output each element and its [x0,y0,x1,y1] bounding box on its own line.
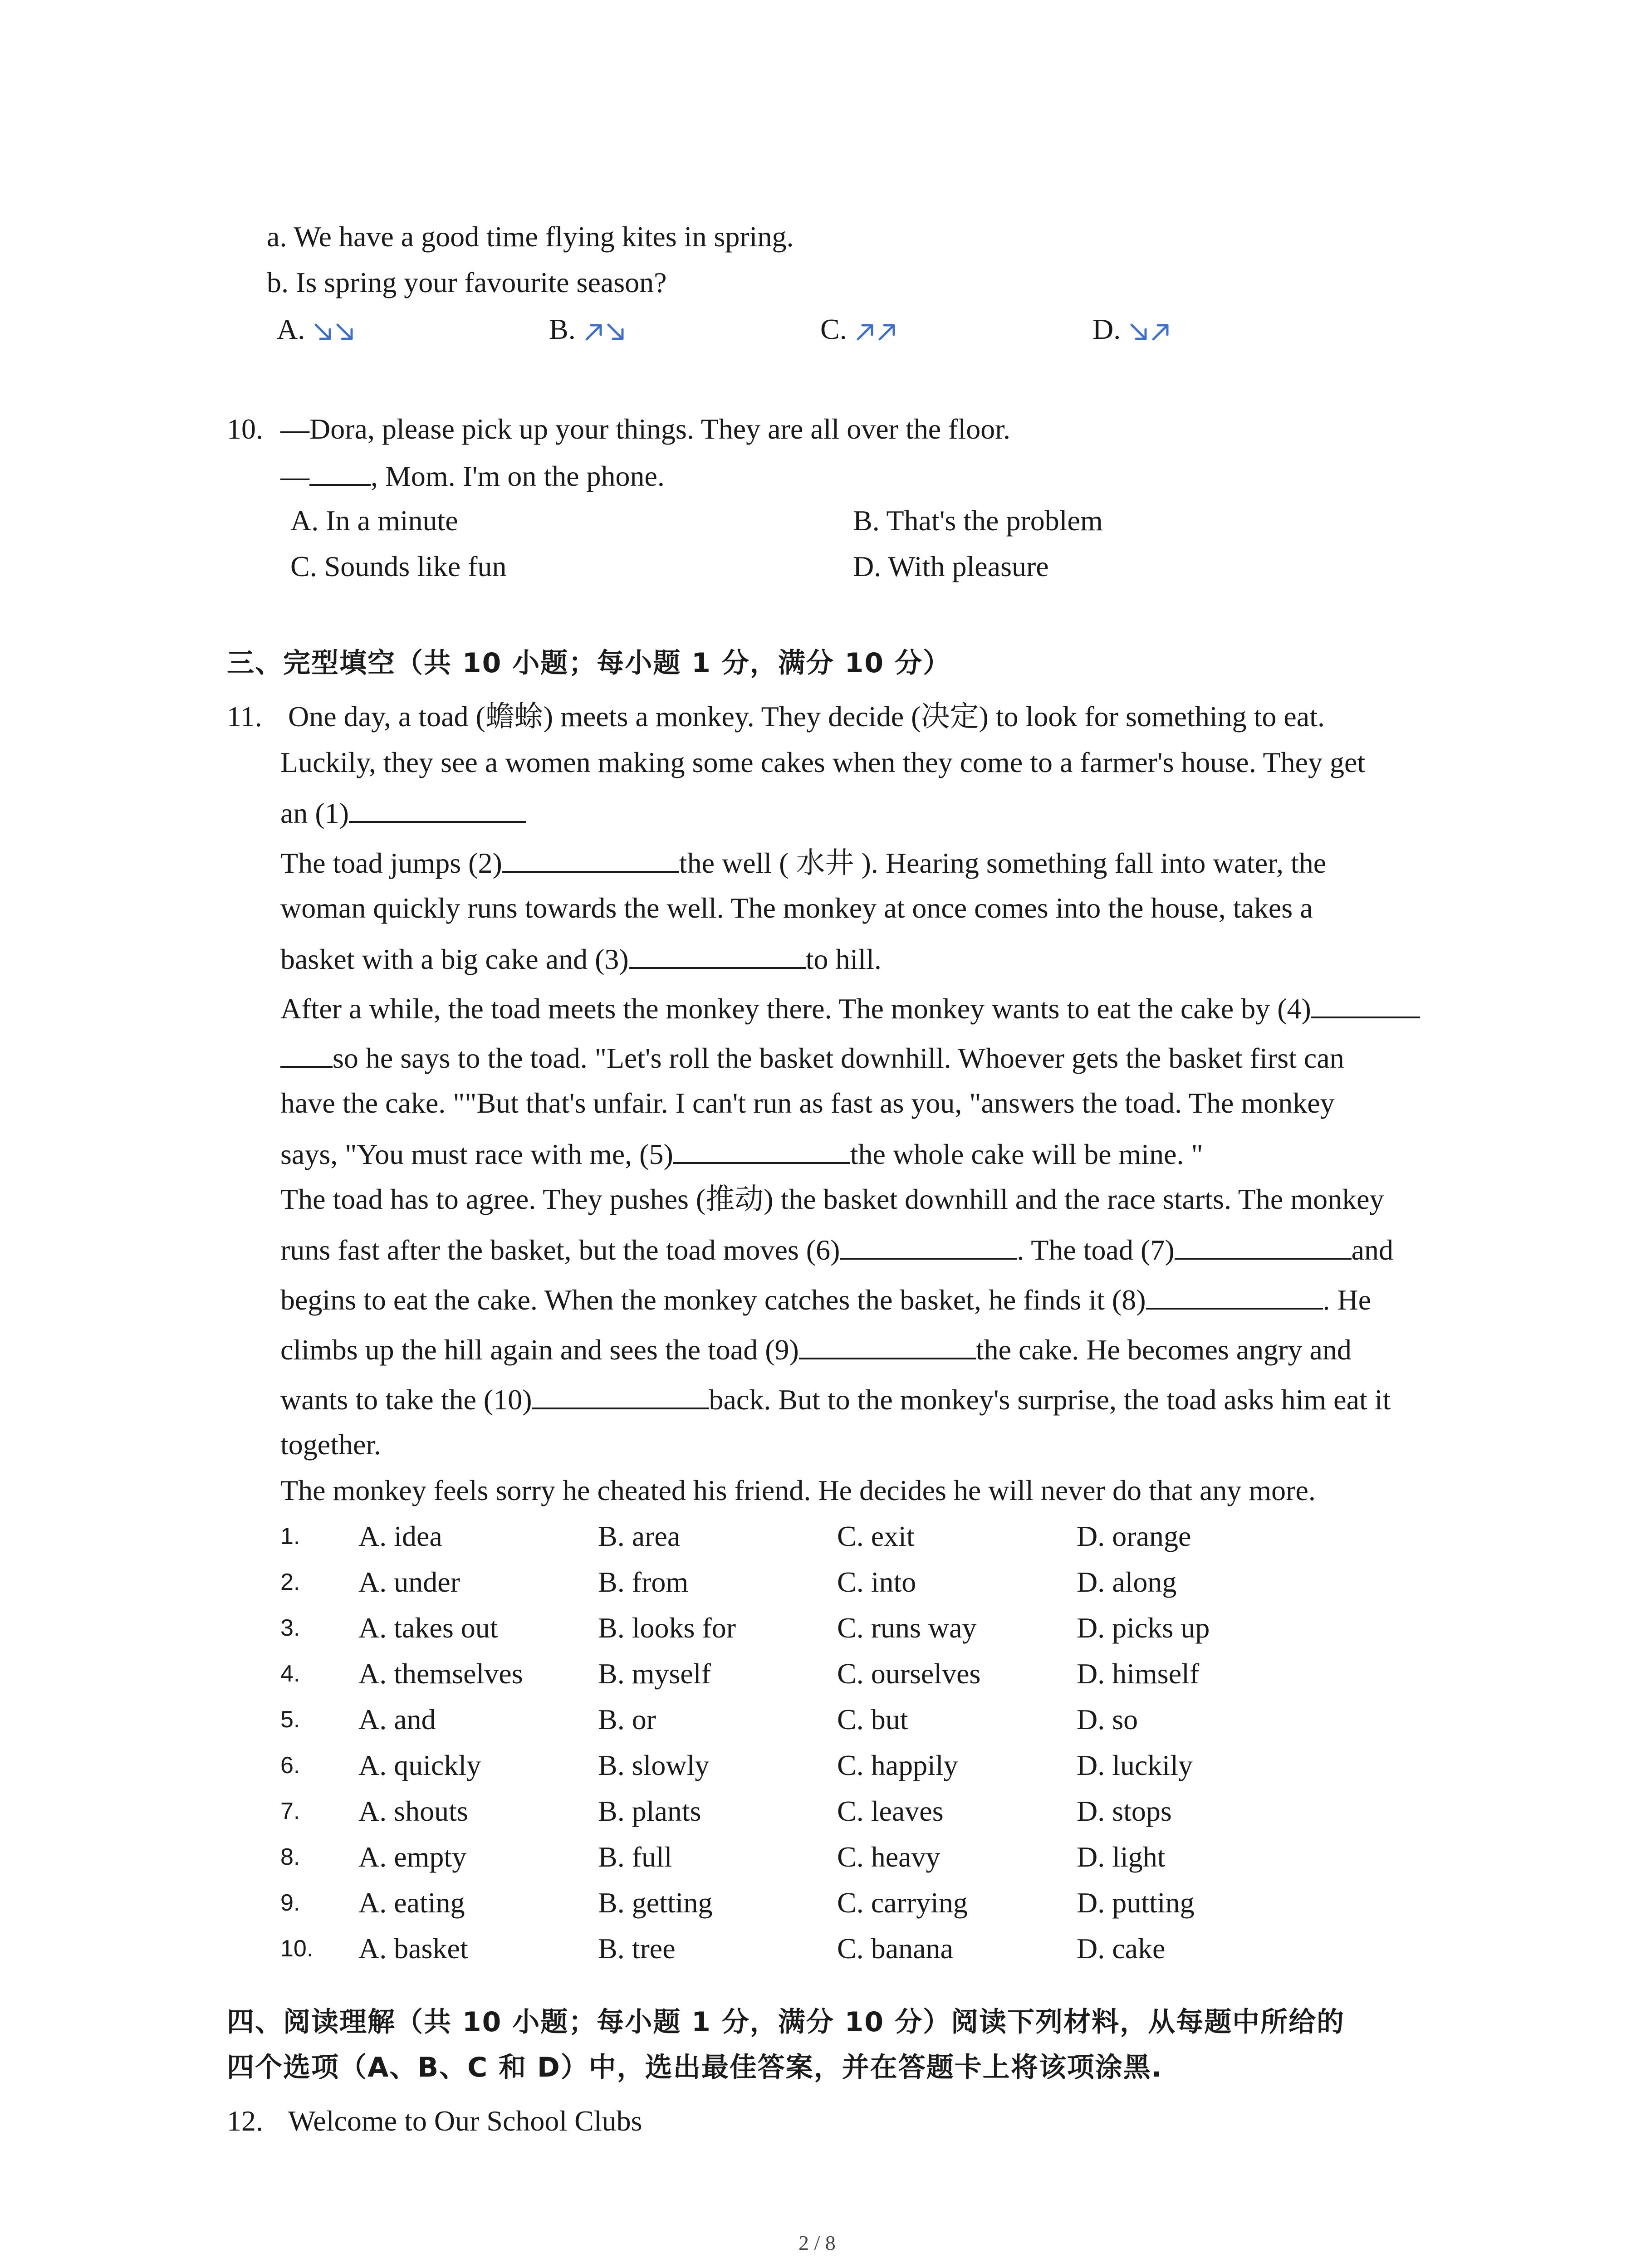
choice-option-b: B. plants [598,1795,701,1827]
q9-option-d [1092,311,1171,347]
choice-option-a: A. empty [358,1841,467,1873]
section-4-heading-line1: 四、阅读理解（共 10 小题；每小题 1 分，满分 10 分）阅读下列材料，从每题中所给的 [227,2006,1345,2038]
answer-blank-4-cont [280,1039,333,1068]
q9-sentence-a: a. We have a good time flying kites in spring. [267,220,794,253]
choice-row-number: 3. [280,1615,300,1641]
q11-line: The monkey feels sorry he cheated his friend. He decides he will never do that any more. [280,1474,1316,1506]
q12-title: Welcome to Our School Clubs [288,2105,642,2137]
choice-option-a: A. idea [358,1520,442,1552]
q11-line: have the cake. ""But that's unfair. I can't run as fast as you, "answers the toad. The monkey [280,1087,1335,1119]
answer-blank-2 [502,844,679,873]
q11-line: runs fast after the basket, but the toad moves (6) . The toad (7) and [280,1231,1393,1268]
choice-option-d: D. light [1077,1841,1166,1873]
choice-option-d: D. luckily [1077,1749,1193,1781]
choice-row-number: 6. [280,1752,300,1779]
choice-option-a: A. eating [358,1887,465,1919]
q11-line: climbs up the hill again and sees the toad (9) the cake. He becomes angry and [280,1330,1352,1368]
q11-line: The toad jumps (2) the well ( 水井 ). Hearing something fall into water, the [280,844,1326,881]
up-arrow-icon [1150,321,1171,343]
q11-line: begins to eat the cake. When the monkey catches the basket, he finds it (8) . He [280,1281,1371,1318]
up-arrow-icon [876,321,898,343]
section-3-heading: 三、完型填空（共 10 小题；每小题 1 分，满分 10 分） [227,647,951,679]
q11-line: says, "You must race with me, (5) the whole cake will be mine. " [280,1135,1203,1173]
choice-option-b: B. getting [598,1887,713,1919]
q11-line: The toad has to agree. They pushes (推动) the basket downhill and the race starts. The monkey [280,1183,1384,1215]
choice-option-b: B. full [598,1841,672,1873]
choice-option-a: A. takes out [358,1612,498,1644]
intonation-arrows [1128,313,1171,345]
choice-option-c: C. into [837,1566,916,1598]
choice-option-a: A. and [358,1703,436,1735]
choice-option-a: A. shouts [358,1795,468,1827]
q10-option-c: C. Sounds like fun [290,550,507,582]
down-arrow-icon [334,321,356,343]
choice-option-c: C. happily [837,1749,958,1781]
up-arrow-icon [583,321,605,343]
q10-number: 10. [227,413,263,445]
choice-option-a: A. basket [358,1932,468,1965]
q11-line: woman quickly runs towards the well. The monkey at once comes into the house, takes a [280,892,1313,924]
q10-line2: — , Mom. I'm on the phone. [280,457,665,494]
answer-blank-8 [1146,1281,1323,1310]
choice-option-c: C. but [837,1703,908,1735]
choice-option-c: C. leaves [837,1795,944,1827]
q9-option-a-label: A. [277,313,305,345]
q11-line: wants to take the (10) back. But to the monkey's surprise, the toad asks him eat it [280,1380,1391,1418]
down-arrow-icon [1128,321,1150,343]
choice-option-d: D. cake [1077,1932,1166,1965]
choice-option-b: B. myself [598,1657,711,1690]
answer-blank-3 [629,940,806,969]
choice-option-c: C. heavy [837,1841,941,1873]
choice-option-c: C. banana [837,1932,953,1965]
choice-option-d: D. along [1077,1566,1177,1598]
intonation-arrows [583,313,627,345]
q9-option-d-label: D. [1092,313,1121,345]
down-arrow-icon [605,321,627,343]
choice-option-a: A. themselves [358,1657,523,1690]
choice-option-c: C. exit [837,1520,915,1552]
q11-line: After a while, the toad meets the monkey there. The monkey wants to eat the cake by (4) [280,989,1420,1027]
down-arrow-icon [312,321,334,343]
q11-line: One day, a toad (蟾蜍) meets a monkey. They decide (决定) to look for something to eat. [288,700,1325,733]
choice-row-number: 10. [280,1936,314,1962]
answer-blank [309,457,371,486]
choice-option-a: A. quickly [358,1749,481,1781]
q9-option-b-label: B. [549,313,576,345]
page-number: 2 / 8 [798,2231,836,2254]
answer-blank-7 [1175,1231,1352,1260]
choice-option-d: D. putting [1077,1887,1195,1919]
q9-option-c [820,311,898,347]
answer-blank-10 [532,1380,709,1409]
choice-option-b: B. from [598,1566,689,1598]
answer-blank-4 [1311,989,1420,1018]
choice-option-c: C. carrying [837,1887,968,1919]
q11-line: so he says to the toad. "Let's roll the basket downhill. Whoever gets the basket first can [280,1039,1344,1076]
choice-row-number: 9. [280,1890,300,1916]
q10-option-a: A. In a minute [290,504,458,537]
choice-option-b: B. or [598,1703,656,1735]
choice-option-d: D. so [1077,1703,1138,1735]
q9-sentence-b: b. Is spring your favourite season? [267,266,667,298]
choice-row-number: 1. [280,1523,300,1549]
choice-option-b: B. area [598,1520,681,1552]
choice-option-d: D. picks up [1077,1612,1210,1644]
choice-row-number: 5. [280,1706,300,1733]
choice-option-d: D. stops [1077,1795,1172,1827]
intonation-arrows [312,313,356,345]
answer-blank-6 [840,1231,1017,1260]
choice-option-d: D. orange [1077,1520,1191,1552]
q11-line: basket with a big cake and (3) to hill. [280,940,882,978]
q10-option-b: B. That's the problem [853,504,1103,537]
q11-line: an (1) [280,794,526,831]
choice-option-c: C. runs way [837,1612,977,1644]
answer-blank-5 [673,1135,850,1164]
q10-option-d: D. With pleasure [853,550,1049,582]
intonation-arrows [854,313,898,345]
choice-option-b: B. tree [598,1932,676,1965]
q11-line: Luckily, they see a women making some cakes when they come to a farmer's house. They get [280,746,1366,778]
choice-option-d: D. himself [1077,1657,1200,1690]
answer-blank-9 [799,1330,976,1359]
q11-number: 11. [227,700,262,733]
choice-row-number: 4. [280,1661,300,1687]
answer-blank-1 [349,794,526,823]
q9-option-b [549,311,627,347]
choice-row-number: 8. [280,1844,300,1870]
section-4-heading-line2: 四个选项（A、B、C 和 D）中，选出最佳答案，并在答题卡上将该项涂黑. [227,2052,1163,2083]
choice-option-a: A. under [358,1566,460,1598]
q11-line: together. [280,1428,382,1461]
choice-option-b: B. looks for [598,1612,736,1644]
q9-option-a [277,311,356,347]
up-arrow-icon [854,321,876,343]
choice-row-number: 7. [280,1798,300,1824]
q12-number: 12. [227,2105,263,2137]
q9-option-c-label: C. [820,313,847,345]
choice-option-b: B. slowly [598,1749,710,1781]
q10-line1: —Dora, please pick up your things. They are all over the floor. [280,413,1011,445]
choice-row-number: 2. [280,1569,300,1595]
choice-option-c: C. ourselves [837,1657,981,1690]
